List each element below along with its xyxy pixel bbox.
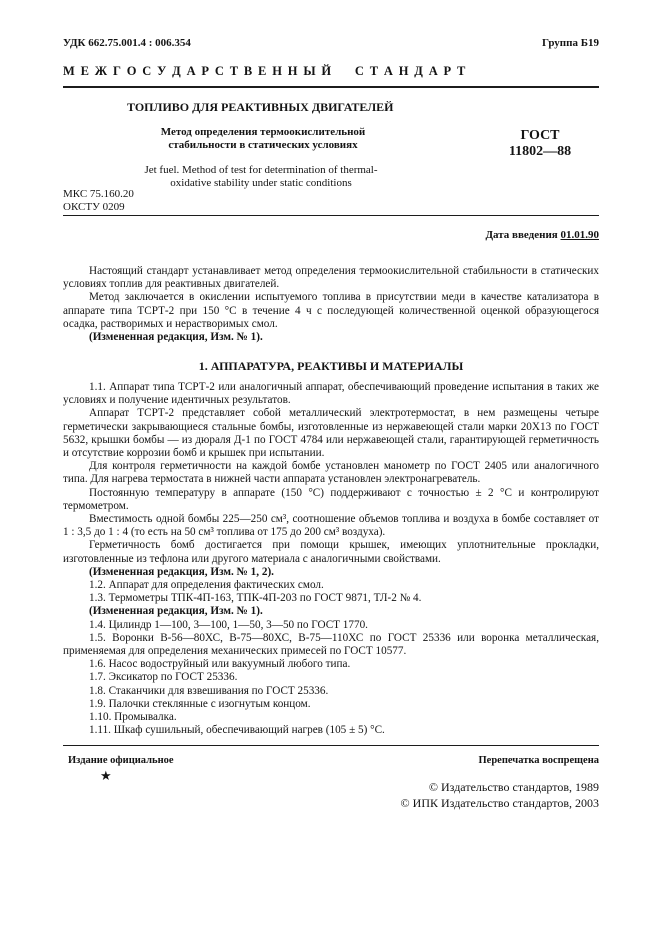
group-code: Группа Б19 xyxy=(542,37,599,49)
copyright-2003: © ИПК Издательство стандартов, 2003 xyxy=(400,796,599,810)
section-1-body xyxy=(63,381,599,737)
intro-paragraph-2: Метод заключается в окислении испытуемого топлива в присутствии меди в качестве катализатора в аппарате типа ТСРТ-2 при 150 °С в течение 4 ч с последующей количественной оценкой образующегося осадка, растворимых и нерастворимых смол. xyxy=(63,291,599,330)
item-1-11: 1.11. Шкаф сушильный, обеспечивающий нагрев (105 ± 5) °С. xyxy=(89,724,385,737)
title-rule xyxy=(63,215,599,216)
footer-rule xyxy=(63,745,599,746)
item-1-10: 1.10. Промывалка. xyxy=(89,711,177,724)
intro-change-note: (Измененная редакция, Изм. № 1). xyxy=(89,331,263,344)
official-edition: Издание официальное xyxy=(68,755,174,766)
section-1-title: 1. АППАРАТУРА, РЕАКТИВЫ И МАТЕРИАЛЫ xyxy=(198,359,464,373)
item-1-9: 1.9. Палочки стеклянные с изогнутым концом. xyxy=(89,697,311,710)
change-note-1-2: (Измененная редакция, Изм. № 1, 2). xyxy=(89,565,274,578)
item-1-4: 1.4. Цилиндр 1—100, 3—100, 1—50, 3—50 по ГОСТ 1770. xyxy=(89,618,368,631)
item-1-3: 1.3. Термометры ТПК-4П-163, ТПК-4П-203 по ГОСТ 9871, ТЛ-2 № 4. xyxy=(89,592,422,605)
method-title xyxy=(141,126,385,152)
method-title-line-2: стабильности в статических условиях xyxy=(168,139,358,151)
intro-date-value: 01.01.90 xyxy=(560,229,599,241)
item-1-2: 1.2. Аппарат для определения фактических смол. xyxy=(89,579,324,592)
gost-label: ГОСТ xyxy=(520,128,560,143)
gost-designation xyxy=(495,128,585,160)
temperature-control: Постоянную температуру в аппарате (150 °С) поддерживают с точностью ± 2 °С и контролируют термометром. xyxy=(63,486,599,512)
gost-number: 11802—88 xyxy=(508,144,572,159)
copyright-block xyxy=(401,779,599,811)
mks-code: МКС 75.160.20 xyxy=(63,188,134,200)
item-1-7: 1.7. Эксикатор по ГОСТ 25336. xyxy=(89,671,238,684)
intro-section xyxy=(63,265,599,344)
english-title-line-2: oxidative stability under static conditions xyxy=(170,177,352,189)
item-1-5: 1.5. Воронки В-56—80ХС, В-75—80ХС, В-75—110ХС по ГОСТ 25336 или воронка металлическая, применяемая для определения механических примесей по ГОСТ 10577. xyxy=(63,631,599,658)
intro-date xyxy=(485,229,599,241)
header-rule xyxy=(63,86,599,88)
classification-codes xyxy=(63,188,134,213)
english-title xyxy=(137,164,385,190)
bomb-sealing: Герметичность бомб достигается при помощи крышек, имеющих уплотнительные прокладки, изготовленные из тефлона или другого материала с аналогичными свойствами. xyxy=(63,539,599,565)
udk-code: УДК 662.75.001.4 : 006.354 xyxy=(63,37,191,49)
bomb-capacity: Вместимость одной бомбы 225—250 см³, соотношение объемов топлива и воздуха в бомбе составляет от 1 : 3,5 до 1 : 4 (то есть на 50 см³ топлива от 175 до 200 см³ воздуха). xyxy=(63,513,599,539)
intro-paragraph-1: Настоящий стандарт устанавливает метод определения термоокислительной стабильности в статических условиях топлив для реактивных двигателей. xyxy=(63,265,599,291)
apparatus-description: Аппарат ТСРТ-2 представляет собой металлический электротермостат, в нем размещены четыре герметически закрывающиеся стальные бомбы, изготовленные из нержавеющей стали марки 20Х13 по ГОСТ 5632, крышки бомбы — из дюраля Д-1 по ГОСТ 4784 или нержавеющей стали, гарантирующей герметичность и отсутствие коррозии бомб и крышек при испытании. xyxy=(63,407,599,460)
item-1-6: 1.6. Насос водоструйный или вакуумный любого типа. xyxy=(89,658,351,671)
okstu-code: ОКСТУ 0209 xyxy=(63,200,125,213)
star-icon: ★ xyxy=(100,768,112,783)
tightness-control: Для контроля герметичности на каждой бомбе установлен манометр по ГОСТ 2405 или аналогичного типа. Для нагрева термостата в нижней части аппарата установлен электронагреватель. xyxy=(63,460,599,486)
reprint-notice: Перепечатка воспрещена xyxy=(478,755,599,766)
item-1-8: 1.8. Стаканчики для взвешивания по ГОСТ 25336. xyxy=(89,684,329,697)
english-title-line-1: Jet fuel. Method of test for determination of thermal- xyxy=(144,164,378,176)
document-title: ТОПЛИВО ДЛЯ РЕАКТИВНЫХ ДВИГАТЕЛЕЙ xyxy=(127,100,394,114)
standard-banner: М Е Ж Г О С У Д А Р С Т В Е Н Н Ы Й С Т А Н Д А Р Т xyxy=(63,64,467,78)
copyright-1989: © Издательство стандартов, 1989 xyxy=(428,780,599,794)
intro-date-label: Дата введения xyxy=(485,229,558,241)
change-note-1: (Измененная редакция, Изм. № 1). xyxy=(89,605,263,618)
item-1-1: 1.1. Аппарат типа ТСРТ-2 или аналогичный аппарат, обеспечивающий проведение испытания в таких же условиях и получение идентичных результатов. xyxy=(63,381,599,407)
method-title-line-1: Метод определения термоокислительной xyxy=(160,126,366,138)
